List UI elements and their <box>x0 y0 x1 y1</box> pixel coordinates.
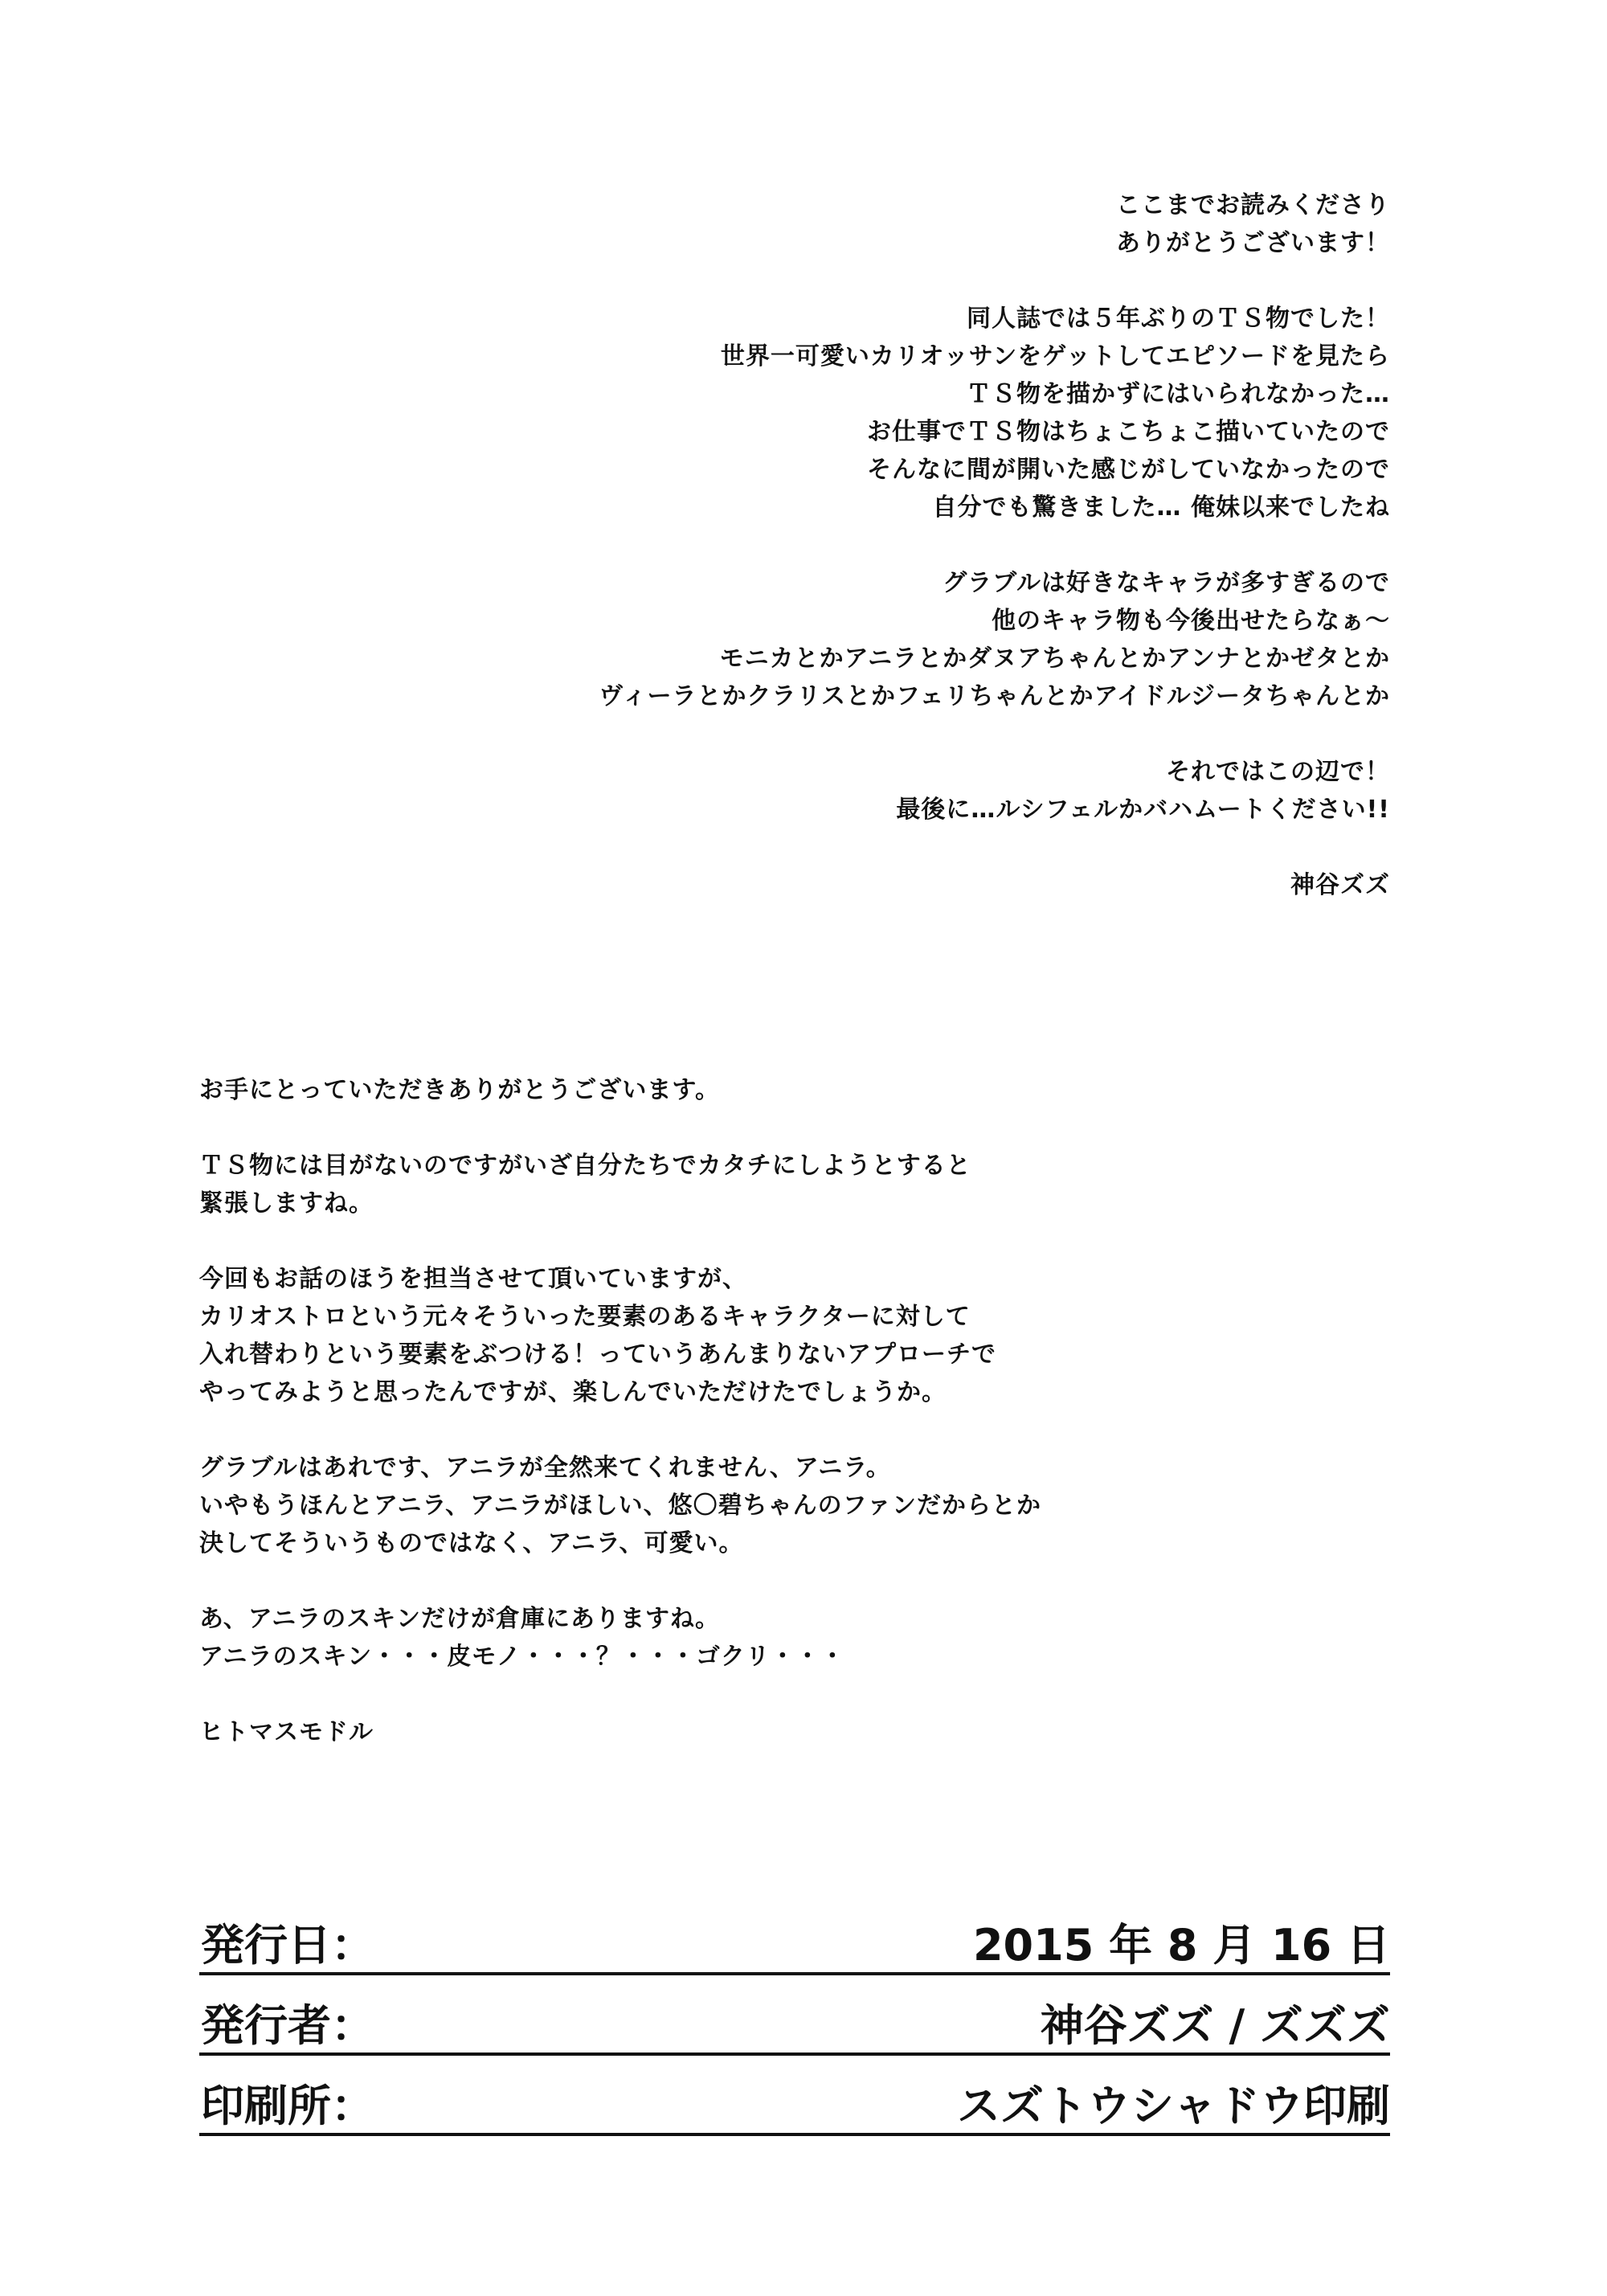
afterword-2-paragraph <box>199 1600 1485 1676</box>
text-line: 最後に…ルシフェルかバハムートください!! <box>896 796 1390 824</box>
afterword-1-signature: 神谷ズズ <box>1290 871 1390 899</box>
text-line: ここまでお読みくださり <box>1116 191 1390 219</box>
text-line: アニラのスキン・・・皮モノ・・・？・・・ゴクリ・・・ <box>199 1643 845 1671</box>
publisher-label: 発行者： <box>201 2000 374 2051</box>
printer-value: スズトウシャドウ印刷 <box>957 2081 1390 2131</box>
afterword-kamiya <box>104 186 1390 904</box>
text-line: 自分でも驚きました… 俺妹以来でしたね <box>932 493 1390 522</box>
text-line: カリオストロという元々そういった要素のあるキャラクターに対して <box>199 1303 971 1331</box>
afterword-1-paragraph <box>104 564 1390 715</box>
text-line: やってみようと思ったんですが、楽しんでいただけたでしょうか。 <box>199 1378 947 1406</box>
printer-label: 印刷所： <box>201 2081 374 2131</box>
afterword-2-paragraph <box>199 1449 1485 1562</box>
afterword-2-signature: ヒトマスモドル <box>199 1718 374 1746</box>
colophon-row-publisher <box>199 1991 1390 2056</box>
issue-date-label: 発行日： <box>201 1920 374 1971</box>
text-line: ＴＳ物を描かずにはいられなかった… <box>967 380 1390 408</box>
text-line: それではこの辺で！ <box>1166 758 1390 786</box>
text-line: グラブルは好きなキャラが多すぎるので <box>943 569 1390 597</box>
afterword-1-paragraph <box>104 186 1390 262</box>
text-line: 決してそういうものではなく、アニラ、可愛い。 <box>199 1529 744 1557</box>
text-line: そんなに間が開いた感じがしていなかったので <box>867 456 1390 484</box>
text-line: ヴィーラとかクラリスとかフェリちゃんとかアイドルジータちゃんとか <box>599 682 1390 710</box>
afterword-2-paragraph <box>199 1260 1485 1411</box>
text-line: 他のキャラ物も今後出せたらなぁ～ <box>992 607 1390 635</box>
text-line: ありがとうございます！ <box>1116 229 1390 257</box>
text-line: お手にとっていただきありがとうございます。 <box>199 1076 720 1104</box>
text-line: お仕事でＴＳ物はちょこちょこ描いていたので <box>867 418 1390 446</box>
text-line: 世界一可愛いカリオッサンをゲットしてエピソードを見たら <box>720 342 1390 370</box>
text-line: ＴＳ物には目がないのですがいざ自分たちでカタチにしようとすると <box>199 1152 971 1180</box>
afterword-1-paragraph <box>104 753 1390 829</box>
afterword-2-paragraph <box>199 1071 1485 1109</box>
text-line: 緊張しますね。 <box>199 1189 374 1218</box>
colophon <box>199 1911 1390 2136</box>
text-line: 同人誌では５年ぶりのＴＳ物でした！ <box>967 305 1390 333</box>
afterword-hitomasu <box>199 1071 1485 1751</box>
afterword-1-paragraph <box>104 300 1390 526</box>
text-line: 入れ替わりという要素をぶつける！っていうあんまりないアプローチで <box>199 1340 996 1369</box>
text-line: いやもうほんとアニラ、アニラがほしい、悠〇碧ちゃんのファンだからとか <box>199 1492 1041 1520</box>
text-line: あ、アニラのスキンだけが倉庫にありますね。 <box>199 1605 720 1633</box>
text-line: モニカとかアニラとかダヌアちゃんとかアンナとかゼタとか <box>719 645 1390 673</box>
publisher-value: 神谷ズズ / ズズズ <box>1040 2000 1390 2051</box>
colophon-row-printer <box>199 2072 1390 2136</box>
colophon-row-issue-date <box>199 1911 1390 1975</box>
text-line: 今回もお話のほうを担当させて頂いていますが、 <box>199 1265 747 1293</box>
issue-date-value: 2015 年 8 月 16 日 <box>972 1920 1390 1971</box>
afterword-2-paragraph <box>199 1147 1485 1222</box>
text-line: グラブルはあれです、アニラが全然来てくれません、アニラ。 <box>199 1454 891 1482</box>
